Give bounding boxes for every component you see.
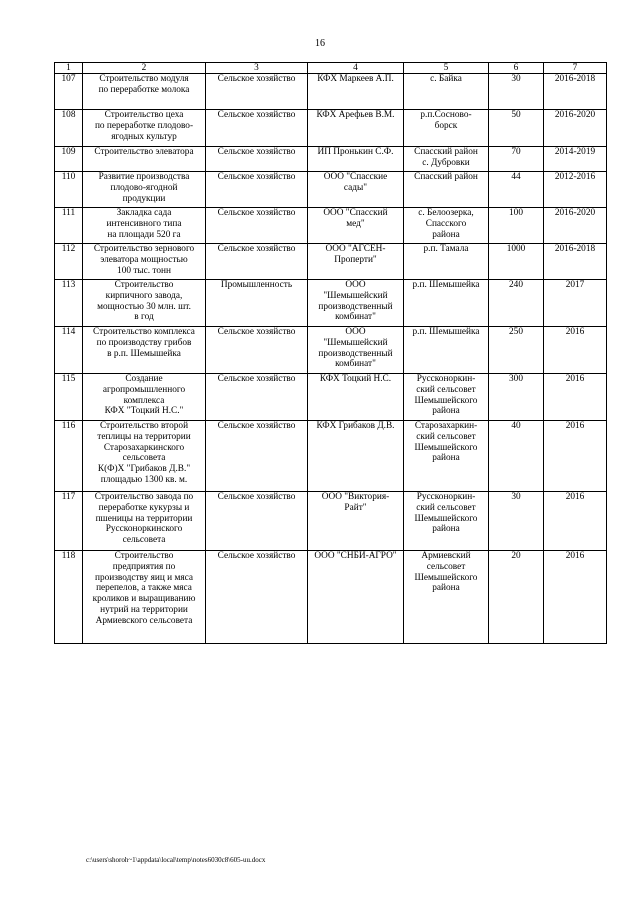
cell-row-number: 110 <box>55 172 83 208</box>
cell-industry: Сельское хозяйство <box>206 551 308 644</box>
cell-industry: Сельское хозяйство <box>206 244 308 280</box>
table-body <box>55 74 607 644</box>
cell-investment-amount: 20 <box>489 551 544 644</box>
table-row <box>55 244 607 280</box>
cell-project-name: Закладка сада интенсивного типа на площади 520 га <box>83 208 206 244</box>
page-number: 16 <box>315 38 325 49</box>
cell-investor: ООО "Виктория- Райт" <box>308 492 404 551</box>
cell-investor: ООО "СНБИ-АГРО" <box>308 551 404 644</box>
cell-industry: Сельское хозяйство <box>206 110 308 147</box>
cell-location: р.п. Тамала <box>404 244 489 280</box>
cell-investment-amount: 50 <box>489 110 544 147</box>
cell-period: 2016-2018 <box>544 244 607 280</box>
table-row <box>55 374 607 421</box>
cell-investor: ООО "Шемышейский производственный комбинат" <box>308 280 404 327</box>
cell-row-number: 112 <box>55 244 83 280</box>
footer-file-path: c:\users\shoroh~1\appdata\local\temp\notes6030c8\605-uu.docx <box>86 856 266 864</box>
table-row <box>55 280 607 327</box>
cell-investor: ООО "Спасские сады" <box>308 172 404 208</box>
cell-project-name: Строительство цеха по переработке плодово- ягодных культур <box>83 110 206 147</box>
column-header: 4 <box>308 63 404 74</box>
column-header: 7 <box>544 63 607 74</box>
cell-investor: КФХ Маркеев А.П. <box>308 74 404 110</box>
table-row <box>55 110 607 147</box>
cell-row-number: 107 <box>55 74 83 110</box>
cell-location: р.п. Шемышейка <box>404 327 489 374</box>
cell-period: 2016-2020 <box>544 208 607 244</box>
cell-location: Спасский район с. Дубровки <box>404 147 489 172</box>
cell-row-number: 109 <box>55 147 83 172</box>
cell-investor: ИП Пронькин С.Ф. <box>308 147 404 172</box>
cell-period: 2014-2019 <box>544 147 607 172</box>
cell-investment-amount: 240 <box>489 280 544 327</box>
cell-project-name: Строительство модуля по переработке молока <box>83 74 206 110</box>
cell-investor: ООО "АГСЕН- Проперти" <box>308 244 404 280</box>
cell-period: 2016 <box>544 374 607 421</box>
cell-period: 2016 <box>544 551 607 644</box>
cell-project-name: Строительство второй теплицы на территории Старозахаркинского сельсовета К(Ф)Х "Грибаков Д.В." площадью 1300 кв. м. <box>83 421 206 492</box>
cell-location: с. Белоозерка, Спасского района <box>404 208 489 244</box>
cell-row-number: 108 <box>55 110 83 147</box>
cell-period: 2016 <box>544 421 607 492</box>
table-row <box>55 74 607 110</box>
cell-project-name: Строительство комплекса по производству грибов в р.п. Шемышейка <box>83 327 206 374</box>
table-header-row <box>55 63 607 74</box>
cell-row-number: 115 <box>55 374 83 421</box>
cell-investment-amount: 30 <box>489 74 544 110</box>
column-header: 2 <box>83 63 206 74</box>
cell-project-name: Развитие производства плодово-ягодной продукции <box>83 172 206 208</box>
cell-period: 2016 <box>544 327 607 374</box>
cell-row-number: 117 <box>55 492 83 551</box>
cell-project-name: Строительство предприятия по производству яиц и мяса перепелов, а также мяса кроликов и выращиванию нутрий на территории Армиевского сельсовета <box>83 551 206 644</box>
cell-location: р.п. Шемышейка <box>404 280 489 327</box>
cell-industry: Сельское хозяйство <box>206 492 308 551</box>
cell-investment-amount: 70 <box>489 147 544 172</box>
cell-period: 2016-2020 <box>544 110 607 147</box>
cell-row-number: 113 <box>55 280 83 327</box>
table-row <box>55 208 607 244</box>
cell-industry: Сельское хозяйство <box>206 74 308 110</box>
cell-row-number: 114 <box>55 327 83 374</box>
cell-investor: КФХ Грибаков Д.В. <box>308 421 404 492</box>
cell-location: р.п.Сосново- борск <box>404 110 489 147</box>
cell-investment-amount: 250 <box>489 327 544 374</box>
cell-investment-amount: 40 <box>489 421 544 492</box>
cell-industry: Сельское хозяйство <box>206 208 308 244</box>
cell-project-name: Строительство зернового элеватора мощностью 100 тыс. тонн <box>83 244 206 280</box>
column-header: 6 <box>489 63 544 74</box>
cell-industry: Сельское хозяйство <box>206 147 308 172</box>
investment-projects-table <box>54 62 607 644</box>
cell-investor: КФХ Тоцкий Н.С. <box>308 374 404 421</box>
cell-industry: Сельское хозяйство <box>206 421 308 492</box>
cell-period: 2016-2018 <box>544 74 607 110</box>
column-header: 3 <box>206 63 308 74</box>
cell-period: 2012-2016 <box>544 172 607 208</box>
cell-project-name: Создание агропромышленного комплекса КФХ "Тоцкий Н.С." <box>83 374 206 421</box>
column-header: 1 <box>55 63 83 74</box>
cell-investment-amount: 300 <box>489 374 544 421</box>
cell-location: Спасский район <box>404 172 489 208</box>
cell-project-name: Строительство завода по переработке кукурзы и пшеницы на территории Руссконоркинского сельсовета <box>83 492 206 551</box>
cell-period: 2016 <box>544 492 607 551</box>
table-row <box>55 172 607 208</box>
cell-investor: КФХ Арефьев В.М. <box>308 110 404 147</box>
cell-industry: Сельское хозяйство <box>206 172 308 208</box>
cell-industry: Сельское хозяйство <box>206 327 308 374</box>
cell-industry: Промышленность <box>206 280 308 327</box>
cell-investment-amount: 30 <box>489 492 544 551</box>
cell-project-name: Строительство кирпичного завода, мощностью 30 млн. шт. в год <box>83 280 206 327</box>
table-row <box>55 492 607 551</box>
cell-investment-amount: 100 <box>489 208 544 244</box>
table-row <box>55 551 607 644</box>
cell-row-number: 116 <box>55 421 83 492</box>
table-row <box>55 147 607 172</box>
table-row <box>55 327 607 374</box>
cell-project-name: Строительство элеватора <box>83 147 206 172</box>
cell-period: 2017 <box>544 280 607 327</box>
cell-investor: ООО "Спасский мед" <box>308 208 404 244</box>
cell-row-number: 118 <box>55 551 83 644</box>
cell-industry: Сельское хозяйство <box>206 374 308 421</box>
cell-investment-amount: 44 <box>489 172 544 208</box>
column-header: 5 <box>404 63 489 74</box>
table-row <box>55 421 607 492</box>
cell-location: Армиевский сельсовет Шемышейского района <box>404 551 489 644</box>
cell-row-number: 111 <box>55 208 83 244</box>
cell-location: Старозахаркин- ский сельсовет Шемышейского района <box>404 421 489 492</box>
cell-location: Руссконоркин- ский сельсовет Шемышейского района <box>404 492 489 551</box>
cell-investor: ООО "Шемышейский производственный комбинат" <box>308 327 404 374</box>
cell-investment-amount: 1000 <box>489 244 544 280</box>
cell-location: Руссконоркин- ский сельсовет Шемышейского района <box>404 374 489 421</box>
cell-location: с. Байка <box>404 74 489 110</box>
